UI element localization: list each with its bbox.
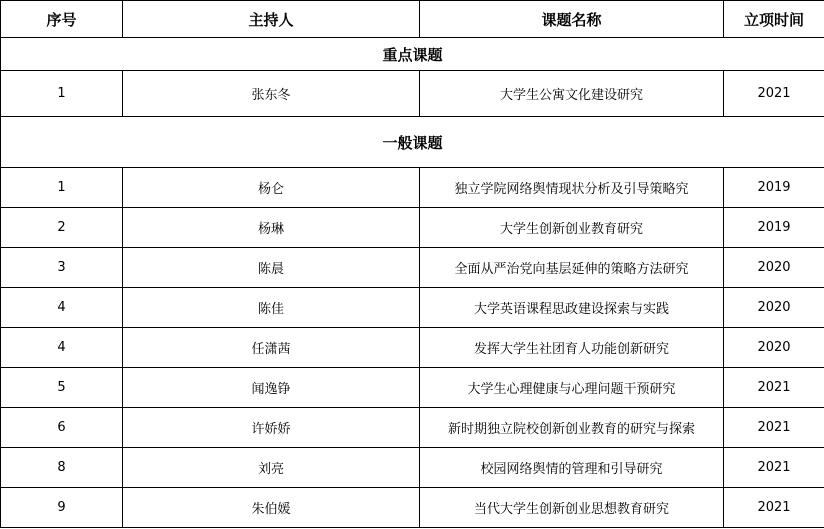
cell-seq: 4 [1,288,123,328]
table-row [1,408,824,448]
header-seq: 序号 [1,1,123,38]
cell-year: 2020 [724,248,824,288]
cell-year: 2021 [724,71,824,117]
cell-title: 新时期独立院校创新创业教育的研究与探索 [420,408,724,448]
table-row [1,248,824,288]
table-row [1,71,824,117]
cell-year: 2021 [724,408,824,448]
header-host: 主持人 [123,1,420,38]
section-key-row [1,38,824,71]
cell-host: 杨琳 [123,208,420,248]
cell-seq: 8 [1,448,123,488]
cell-year: 2019 [724,168,824,208]
cell-host: 陈晨 [123,248,420,288]
table-row [1,448,824,488]
cell-seq: 1 [1,168,123,208]
cell-title: 当代大学生创新创业思想教育研究 [420,488,724,528]
cell-seq: 3 [1,248,123,288]
section-key-label: 重点课题 [1,38,824,71]
table-row [1,208,824,248]
table-row [1,368,824,408]
table-row [1,288,824,328]
section-general-row [1,117,824,168]
cell-year: 2020 [724,328,824,368]
cell-title: 大学英语课程思政建设探索与实践 [420,288,724,328]
cell-host: 许娇娇 [123,408,420,448]
table-row [1,488,824,528]
cell-title: 发挥大学生社团育人功能创新研究 [420,328,724,368]
table-row [1,328,824,368]
cell-year: 2019 [724,208,824,248]
cell-seq: 5 [1,368,123,408]
header-year: 立项时间 [724,1,824,38]
section-general-label: 一般课题 [1,117,824,168]
cell-host: 任潇茜 [123,328,420,368]
cell-seq: 6 [1,408,123,448]
cell-title: 大学生创新创业教育研究 [420,208,724,248]
cell-host: 闻逸铮 [123,368,420,408]
cell-title: 校园网络舆情的管理和引导研究 [420,448,724,488]
cell-title: 大学生心理健康与心理问题干预研究 [420,368,724,408]
cell-host: 张东冬 [123,71,420,117]
cell-year: 2020 [724,288,824,328]
cell-seq: 1 [1,71,123,117]
cell-seq: 4 [1,328,123,368]
header-title: 课题名称 [420,1,724,38]
cell-host: 刘亮 [123,448,420,488]
cell-host: 陈佳 [123,288,420,328]
table-row [1,168,824,208]
cell-seq: 9 [1,488,123,528]
cell-year: 2021 [724,448,824,488]
table-header-row [1,1,824,38]
cell-title: 大学生公寓文化建设研究 [420,71,724,117]
cell-title: 全面从严治党向基层延伸的策略方法研究 [420,248,724,288]
cell-title: 独立学院网络舆情现状分析及引导策略究 [420,168,724,208]
cell-host: 朱伯媛 [123,488,420,528]
cell-year: 2021 [724,488,824,528]
cell-host: 杨仑 [123,168,420,208]
cell-year: 2021 [724,368,824,408]
cell-seq: 2 [1,208,123,248]
